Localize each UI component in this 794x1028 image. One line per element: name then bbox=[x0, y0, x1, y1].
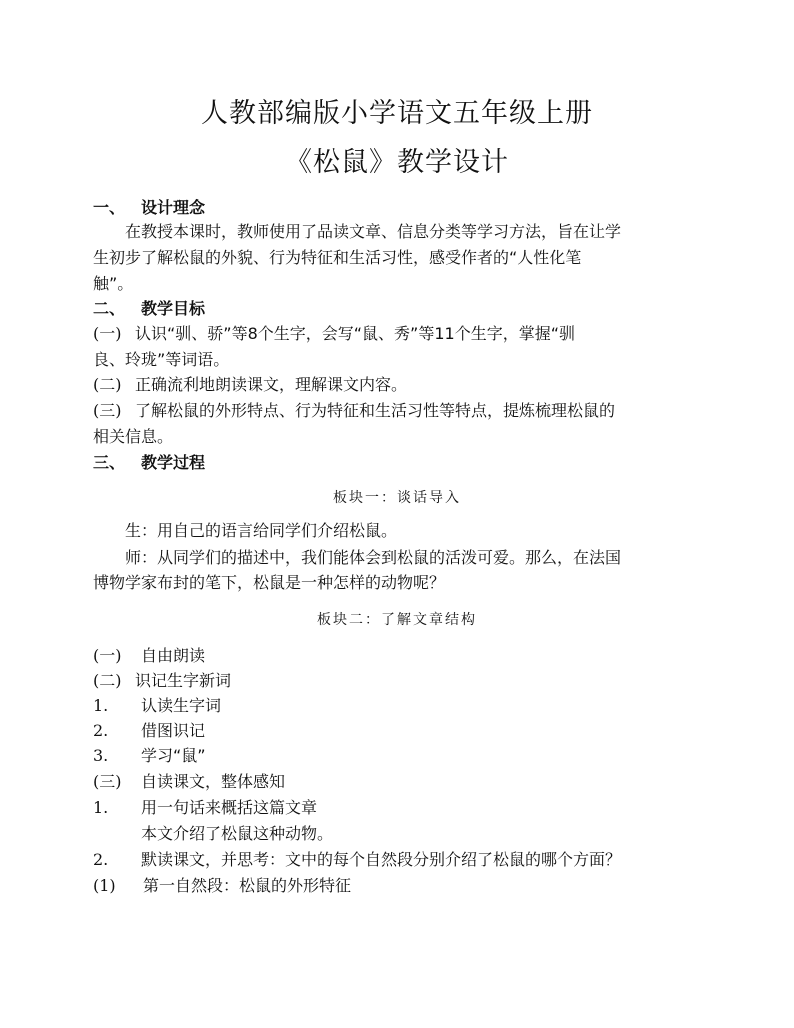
step-marker: (一) bbox=[93, 646, 122, 665]
dialog-teacher-line-2: 博物学家布封的笔下，松鼠是一种怎样的动物呢？ bbox=[93, 573, 446, 592]
step-c2-1 bbox=[93, 873, 703, 899]
step-text: 自由朗读 bbox=[141, 646, 206, 665]
step-b1 bbox=[93, 693, 703, 719]
step-marker: 1. bbox=[93, 696, 109, 715]
step-a bbox=[93, 643, 703, 669]
goal-marker: (一) bbox=[93, 324, 122, 343]
step-marker: 2. bbox=[93, 850, 109, 869]
section-title: 教学过程 bbox=[141, 453, 206, 472]
step-marker: (二) bbox=[93, 671, 122, 690]
goal-text: 认识“驯、骄”等8个生字，会写“鼠、秀”等11个生字，掌握“驯 bbox=[135, 324, 575, 343]
dialog-teacher-line-1: 师：从同学们的描述中，我们能体会到松鼠的活泼可爱。那么，在法国 bbox=[125, 548, 622, 567]
goal-text: 了解松鼠的外形特点、行为特征和生活习性等特点，提炼梳理松鼠的 bbox=[135, 401, 616, 420]
goal-item-2 bbox=[93, 372, 703, 398]
step-c bbox=[93, 769, 703, 795]
section-number: 二、 bbox=[93, 299, 126, 318]
step-b3 bbox=[93, 743, 703, 769]
step-text: 第一自然段：松鼠的外形特征 bbox=[143, 876, 352, 895]
step-c1 bbox=[93, 795, 703, 821]
step-marker: 2. bbox=[93, 721, 109, 740]
block-heading-2: 板块二：了解文章结构 bbox=[317, 612, 477, 628]
goal-item-3 bbox=[93, 398, 703, 424]
goal-marker: (三) bbox=[93, 401, 122, 420]
step-marker: 3. bbox=[93, 746, 109, 765]
step-text: 借图识记 bbox=[141, 721, 206, 740]
step-b2 bbox=[93, 718, 703, 744]
step-text: 用一句话来概括这篇文章 bbox=[141, 798, 318, 817]
section-heading-goals bbox=[93, 298, 205, 320]
step-text: 默读课文，并思考：文中的每个自然段分别介绍了松鼠的哪个方面？ bbox=[141, 850, 622, 869]
step-marker: (三) bbox=[93, 772, 122, 791]
section-title: 设计理念 bbox=[141, 198, 206, 217]
concept-line-3: 触”。 bbox=[93, 274, 134, 293]
goal-item-1-cont: 良、玲珑”等词语。 bbox=[93, 350, 230, 369]
concept-line-1: 在教授本课时，教师使用了品读文章、信息分类等学习方法，旨在让学 bbox=[125, 222, 622, 241]
step-marker: 1. bbox=[93, 798, 109, 817]
step-text: 学习“鼠” bbox=[141, 746, 206, 765]
section-heading-process bbox=[93, 452, 205, 474]
document-title: 人教部编版小学语文五年级上册 bbox=[201, 98, 593, 129]
goal-item-1 bbox=[93, 321, 703, 347]
section-number: 一、 bbox=[93, 198, 126, 217]
block-heading-1: 板块一：谈话导入 bbox=[333, 490, 461, 506]
goal-item-3-cont: 相关信息。 bbox=[93, 427, 174, 446]
section-title: 教学目标 bbox=[141, 299, 206, 318]
step-marker: (1) bbox=[93, 876, 116, 895]
goal-text: 正确流利地朗读课文，理解课文内容。 bbox=[135, 375, 408, 394]
step-b bbox=[93, 668, 703, 694]
dialog-student: 生：用自己的语言给同学们介绍松鼠。 bbox=[125, 521, 398, 540]
step-c1-answer: 本文介绍了松鼠这种动物。 bbox=[141, 824, 334, 843]
step-text: 认读生字词 bbox=[141, 696, 222, 715]
document-subtitle: 《松鼠》教学设计 bbox=[285, 147, 509, 178]
step-c2 bbox=[93, 847, 703, 873]
section-number: 三、 bbox=[93, 453, 126, 472]
step-text: 自读课文，整体感知 bbox=[141, 772, 286, 791]
step-text: 识记生字新词 bbox=[135, 671, 232, 690]
goal-marker: (二) bbox=[93, 375, 122, 394]
section-heading-concept bbox=[93, 197, 205, 219]
concept-line-2: 生初步了解松鼠的外貌、行为特征和生活习性，感受作者的“人性化笔 bbox=[93, 248, 582, 267]
